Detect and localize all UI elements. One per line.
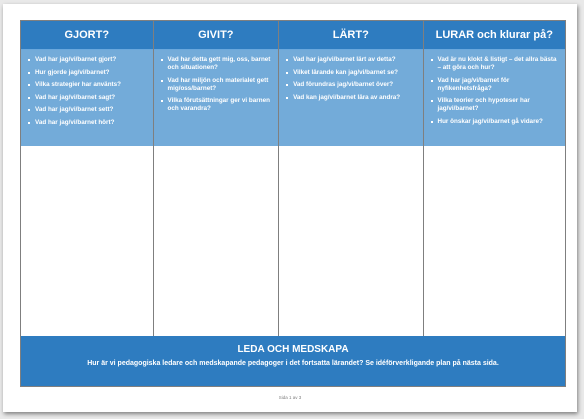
question-text: Vad har jag/vi/barnet sagt?	[35, 93, 116, 101]
bullet-icon	[28, 97, 30, 99]
column-header-lurar: LURAR och klurar på?	[424, 21, 565, 50]
question-item	[27, 56, 147, 64]
question-text: Vad har jag/vi/barnet för nyfikenhetsfråga?	[437, 76, 510, 92]
question-list-givit	[154, 50, 279, 146]
footer-text: Hur är vi pedagogiska ledare och medskapande pedagoger i det fortsatta lärandet? Se idéförverkligande plan på nästa sida.	[87, 360, 499, 367]
question-item	[27, 106, 147, 114]
page-number: Sida 1 av 3	[278, 395, 302, 400]
question-item	[430, 97, 559, 113]
question-text: Vilka förutsättningar ger vi barnen och varandra?	[167, 97, 270, 113]
bullet-icon	[161, 80, 163, 82]
column-givit	[154, 21, 280, 336]
question-text: Vilka teorier och hypoteser har jag/vi/barnet?	[437, 97, 530, 113]
column-header-gjort: GJORT?	[21, 21, 153, 50]
bullet-icon	[28, 122, 30, 124]
question-text: Vilka strategier har använts?	[35, 81, 121, 89]
column-header-givit: GIVIT?	[154, 21, 279, 50]
bullet-icon	[286, 72, 288, 74]
question-item	[27, 94, 147, 102]
column-lurar	[424, 21, 565, 336]
writing-area-gjort[interactable]	[21, 146, 153, 336]
question-text: Vad har miljön och materialet gett mig/oss/barnet?	[167, 76, 269, 92]
question-item	[285, 69, 416, 77]
question-item	[160, 56, 273, 72]
column-gjort	[21, 21, 154, 336]
writing-area-givit[interactable]	[154, 146, 279, 336]
writing-area-lart[interactable]	[279, 146, 422, 336]
question-item	[285, 56, 416, 64]
question-item	[430, 118, 559, 126]
question-list-lart	[279, 50, 422, 146]
bullet-icon	[286, 59, 288, 61]
bullet-icon	[28, 84, 30, 86]
bullet-icon	[286, 84, 288, 86]
question-list-lurar	[424, 50, 565, 146]
reflection-columns	[21, 21, 565, 336]
question-item	[285, 81, 416, 89]
bullet-icon	[431, 100, 433, 102]
bullet-icon	[431, 59, 433, 61]
question-item	[27, 69, 147, 77]
question-item	[27, 119, 147, 127]
question-text: Vad kan jag/vi/barnet lära av andra?	[293, 93, 401, 101]
question-text: Vad är nu klokt & listigt – det allra bästa – att göra och hur?	[437, 56, 557, 71]
bullet-icon	[28, 72, 30, 74]
question-item	[160, 97, 273, 113]
question-item	[285, 94, 416, 102]
column-lart	[279, 21, 423, 336]
footer-banner	[21, 336, 565, 386]
bullet-icon	[28, 109, 30, 111]
question-text: Hur önskar jag/vi/barnet gå vidare?	[437, 117, 543, 125]
reflection-grid	[20, 20, 566, 387]
question-text: Vad förundras jag/vi/barnet över?	[293, 81, 394, 89]
question-item	[27, 81, 147, 89]
question-text: Vad har detta gett mig, oss, barnet och situationen?	[167, 56, 271, 71]
document-page	[3, 4, 577, 412]
question-item	[160, 77, 273, 93]
bullet-icon	[161, 59, 163, 61]
bullet-icon	[431, 80, 433, 82]
bullet-icon	[431, 121, 433, 123]
question-item	[430, 77, 559, 93]
writing-area-lurar[interactable]	[424, 146, 565, 336]
question-text: Vad har jag/vi/barnet lärt av detta?	[293, 56, 396, 63]
column-header-lart: LÄRT?	[279, 21, 422, 50]
question-text: Vad har jag/vi/barnet hört?	[35, 118, 115, 126]
question-list-gjort	[21, 50, 153, 146]
bullet-icon	[161, 100, 163, 102]
question-text: Hur gjorde jag/vi/barnet?	[35, 68, 110, 76]
bullet-icon	[28, 59, 30, 61]
question-text: Vad har jag/vi/barnet gjort?	[35, 56, 117, 63]
question-text: Vad har jag/vi/barnet sett?	[35, 106, 114, 114]
footer-title: LEDA OCH MEDSKAPA	[237, 344, 349, 355]
question-item	[430, 56, 559, 72]
question-text: Vilket lärande kan jag/vi/barnet se?	[293, 68, 398, 76]
bullet-icon	[286, 97, 288, 99]
